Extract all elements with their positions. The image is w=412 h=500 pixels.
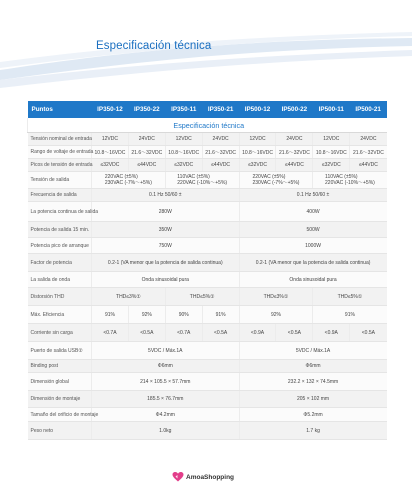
header-cell-model: IP350-11 [165,101,202,118]
table-row [28,373,387,391]
table-row [28,408,387,422]
table-row [28,391,387,408]
value-cell: Φ6mm [92,360,240,373]
value-cell: 185.5 × 76.7mm [92,391,240,408]
value-cell: 91% [313,306,387,324]
banner [0,0,412,88]
value-cell: 92% [239,306,313,324]
table-row [28,189,387,202]
value-cell: ≤44VDC [202,159,239,172]
section-title: Especificación técnica [28,118,387,133]
value-cell: 24VDC [202,133,239,146]
value-cell: 350W [92,222,240,238]
value-line: 110VAC (±5%) [177,174,210,180]
value-cell: Φ6mm [239,360,386,373]
value-cell-lines [325,174,375,186]
table-row [28,238,387,254]
value-cell: THD≤5%① [165,288,239,306]
table-row [28,222,387,238]
value-cell: ≤44VDC [350,159,387,172]
value-cell: <0.5A [276,324,313,342]
table-row [28,159,387,172]
value-line: 220VAC (±5%) [104,174,138,180]
value-cell: <0.5A [128,324,165,342]
value-cell: Φ4.2mm [92,408,240,422]
value-cell: 21.6～32VDC [128,146,165,159]
header-cell-model: IP500-12 [239,101,276,118]
value-cell: <0.9A [239,324,276,342]
value-line: 110VAC (±5%) [325,174,358,180]
value-cell-lines [105,174,152,186]
spec-table [27,101,387,440]
value-cell: 90% [165,306,202,324]
value-cell: 0.2-1 (VA menor que la potencia de salida continua) [92,254,240,272]
value-cell: 21.6～32VDC [276,146,313,159]
value-cell: 5VDC / Máx.1A [92,342,240,360]
row-label: Rango de voltaje de entrada [28,146,92,159]
row-label: Tensión nominal de entrada [28,133,92,146]
value-cell: <0.5A [350,324,387,342]
table-row [28,342,387,360]
table-row [28,254,387,272]
value-cell: 12VDC [239,133,276,146]
page-title: Especificación técnica [96,40,212,52]
value-cell: THD≤3%① [239,288,313,306]
value-cell: 12VDC [92,133,129,146]
value-cell: ≤32VDC [313,159,350,172]
row-label: Potencia de salida 15 min. [28,222,92,238]
value-cell: Φ5.2mm [239,408,386,422]
table-row [28,360,387,373]
value-cell: 400W [239,202,386,222]
header-cell-model: IP350-22 [128,101,165,118]
value-cell: 24VDC [276,133,313,146]
row-label: Máx. Eficiencia [28,306,92,324]
value-cell: 24VDC [128,133,165,146]
value-cell: 12VDC [165,133,202,146]
row-label: Potencia pico de arranque [28,238,92,254]
table-row [28,288,387,306]
value-cell: 205 × 102 mm [239,391,386,408]
value-cell: <0.7A [165,324,202,342]
row-label: Tensión de salida [28,172,92,189]
value-cell: ≤32VDC [92,159,129,172]
row-label: Binding post [28,360,92,373]
value-cell: 1.0kg [92,422,240,440]
value-line: 220VAC (-10%～+5%) [325,180,375,186]
value-cell: 0.2-1 (VA menor que la potencia de salida continua) [239,254,386,272]
value-cell: 0.1 Hz 50/60 ± [92,189,240,202]
table-row [28,202,387,222]
value-cell-lines [177,174,227,186]
value-cell: THD≤5%① [313,288,387,306]
value-line: 220VAC (-10%～+5%) [177,180,228,186]
value-cell: ≤32VDC [239,159,276,172]
table-header-row [28,101,387,118]
row-label: Tamaño del orificio de montaje [28,408,92,422]
value-cell: <0.9A [313,324,350,342]
value-cell: 10.8～16VDC [92,146,129,159]
row-label: La salida de onda [28,272,92,288]
row-label: Frecuencia de salida [28,189,92,202]
value-cell: Onda sinusoidal pura [239,272,386,288]
header-cell-model: IP350-21 [202,101,239,118]
section-row [28,118,387,133]
value-cell: 10.8～16VDC [165,146,202,159]
value-cell: 232.2 × 132 × 74.5mm [239,373,386,391]
row-label: La potencia continua de salida [28,202,92,222]
value-line: 220VAC (±5%) [252,174,286,180]
value-cell: 1000W [239,238,386,254]
brand-logo [172,470,234,484]
brand-name: AmoaShopping [186,473,235,481]
header-cell-model: IP500-22 [276,101,313,118]
value-cell: 5VDC / Máx.1A [239,342,386,360]
value-cell: 21.6～32VDC [202,146,239,159]
row-label: Picos de tensión de entrada [28,159,92,172]
header-cell-model: IP500-11 [313,101,350,118]
value-cell: THD≤3%① [92,288,166,306]
value-cell: 1.7 kg [239,422,386,440]
header-cell-model: IP500-21 [350,101,387,118]
table-row [28,172,387,189]
row-label: Peso neto [28,422,92,440]
value-cell: 12VDC [313,133,350,146]
table-row [28,306,387,324]
value-cell: 92% [128,306,165,324]
row-label: Corriente sin carga [28,324,92,342]
value-cell: <0.5A [202,324,239,342]
value-line: 230VAC (-7%～+5%) [104,180,152,186]
value-cell [313,172,387,189]
value-cell: 91% [92,306,129,324]
value-cell: ≤44VDC [128,159,165,172]
row-label: Dimensión global [28,373,92,391]
table-row [28,133,387,146]
value-cell: ≤44VDC [276,159,313,172]
value-cell-lines [252,174,299,186]
table-row [28,272,387,288]
value-cell: 214 × 105.5 × 57.7mm [92,373,240,391]
value-cell [92,172,166,189]
value-cell [239,172,313,189]
value-cell: 500W [239,222,386,238]
value-cell: 10.8～16VDC [239,146,276,159]
value-cell: 10.8～16VDC [313,146,350,159]
header-cell-model: IP350-12 [92,101,129,118]
row-label: Puerto de salida USB② [28,342,92,360]
value-cell: 91% [202,306,239,324]
row-label: Dimensión de montaje [28,391,92,408]
value-line: 230VAC (-7%～+5%) [252,180,300,186]
value-cell: ≤32VDC [165,159,202,172]
row-label: Distorsión THD [28,288,92,306]
value-cell: 280W [92,202,240,222]
value-cell: 21.6～32VDC [350,146,387,159]
value-cell: 750W [92,238,240,254]
value-cell [165,172,239,189]
table-row [28,422,387,440]
header-cell-points: Puntos [28,101,92,118]
value-cell: 24VDC [350,133,387,146]
value-cell: 0.1 Hz 50/60 ± [239,189,386,202]
table-row [28,146,387,159]
row-label: Factor de potencia [28,254,92,272]
value-cell: <0.7A [92,324,129,342]
value-cell: Onda sinusoidal pura [92,272,240,288]
table-row [28,324,387,342]
heart-icon [172,471,184,483]
